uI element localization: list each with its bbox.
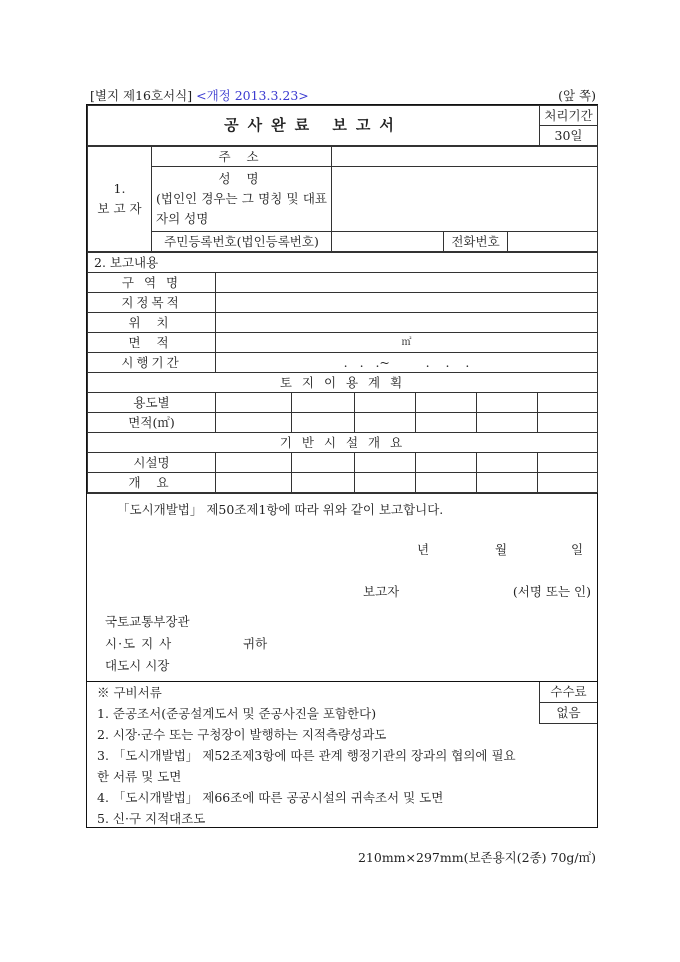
form-title: 공사완료 보고서 [88,106,540,146]
paper-spec: 210mm×297mm(보존용지(2종) 70g/㎡) [357,850,596,865]
land-area-cell[interactable] [355,413,416,433]
overview-cell[interactable] [292,473,355,493]
facility-cell[interactable] [292,453,355,473]
page-side: (앞 쪽) [558,88,596,103]
facility-cell[interactable] [477,453,538,473]
zone-name-label: 구 역 명 [88,273,216,293]
overview-cell[interactable] [538,473,598,493]
fee-label: 수수료 [540,682,597,703]
area-label: 면 적 [88,333,216,353]
declaration-block [87,493,597,681]
overview-cell[interactable] [216,473,292,493]
fee-value: 없음 [556,705,581,720]
name-note: (법인인 경우는 그 명칭 및 대표자의 성명 [156,191,327,226]
document-item: 4. 「도시개발법」 제66조에 따른 공공시설의 귀속조서 및 도면 [97,790,444,805]
facility-cell[interactable] [538,453,598,473]
document-item: 3. 「도시개발법」 제52조제3항에 따른 관계 행정기관의 장과의 협의에 필요 [97,748,516,763]
period-label: 시행기간 [88,353,216,373]
overview-cell[interactable] [416,473,477,493]
location-field[interactable] [216,313,598,333]
date-month[interactable]: 월 [495,542,508,557]
facility-cell[interactable] [216,453,292,473]
purpose-label: 지정목적 [88,293,216,313]
overview-cell[interactable] [355,473,416,493]
facility-cell[interactable] [416,453,477,473]
reporter-section-label: 1. 보 고 자 [88,147,152,252]
document-item: 5. 신·구 지적대조도 [97,811,206,826]
recipient-honorific: 귀하 [243,636,268,651]
overview-label: 개 요 [88,473,216,493]
recipient-minister: 국토교통부장관 [105,614,190,629]
documents-list [87,703,597,829]
by-use-label: 용도별 [88,393,216,413]
documents-block [87,681,597,827]
area-unit[interactable]: ㎡ [216,333,598,353]
revision-note: <개정 2013.3.23> [196,88,309,103]
form-number: [별지 제16호서식] <개정 2013.3.23> [90,88,309,103]
name-label-cell [152,167,332,232]
purpose-field[interactable] [216,293,598,313]
documents-heading: ※ 구비서류 [97,685,162,700]
address-field[interactable] [332,147,598,167]
phone-label: 전화번호 [444,232,508,252]
recipient-mayor: 대도시 시장 [105,658,170,673]
processing-label: 처리기간 [540,106,598,126]
title-block [87,105,598,146]
land-use-cell[interactable] [216,393,292,413]
overview-cell[interactable] [477,473,538,493]
phone-field[interactable] [508,232,598,252]
land-use-cell[interactable] [477,393,538,413]
land-use-cell[interactable] [292,393,355,413]
facility-name-label: 시설명 [88,453,216,473]
report-form [86,104,598,828]
land-use-cell[interactable] [355,393,416,413]
land-area-cell[interactable] [216,413,292,433]
declaration-text: 「도시개발법」 제50조제1항에 따라 위와 같이 보고합니다. [117,502,444,517]
reporter-sign-label: 보고자 [363,584,400,599]
id-number-field[interactable] [332,232,444,252]
date-year[interactable]: 년 [417,542,430,557]
document-item: 2. 시장·군수 또는 구청장이 발행하는 지적측량성과도 [97,727,387,742]
period-field[interactable]: . . .~ . . . [216,353,598,373]
location-label: 위 치 [88,313,216,333]
reporter-section [87,146,598,252]
land-area-cell[interactable] [292,413,355,433]
area-m2-label: 면적(㎡) [88,413,216,433]
form-header [90,86,596,104]
name-label: 성 명 [218,171,265,186]
land-use-cell[interactable] [538,393,598,413]
recipient-governor: 시·도 지 사 [105,636,173,651]
document-item: 한 서류 및 도면 [97,769,182,784]
land-area-cell[interactable] [538,413,598,433]
name-field[interactable] [332,167,598,232]
land-area-cell[interactable] [477,413,538,433]
date-day[interactable]: 일 [571,542,584,557]
zone-name-field[interactable] [216,273,598,293]
signature-field[interactable]: (서명 또는 인) [512,584,591,599]
address-label: 주 소 [152,147,332,167]
content-section-label: 2. 보고내용 [88,253,598,273]
id-number-label: 주민등록번호(법인등록번호) [152,232,332,252]
facility-cell[interactable] [355,453,416,473]
infra-heading: 기 반 시 설 개 요 [88,433,598,453]
land-use-cell[interactable] [416,393,477,413]
processing-value: 30일 [540,126,598,146]
document-item: 1. 준공조서(준공설계도서 및 준공사진을 포함한다) [97,706,377,721]
content-section [87,252,598,493]
land-plan-heading: 토 지 이 용 계 획 [88,373,598,393]
land-area-cell[interactable] [416,413,477,433]
